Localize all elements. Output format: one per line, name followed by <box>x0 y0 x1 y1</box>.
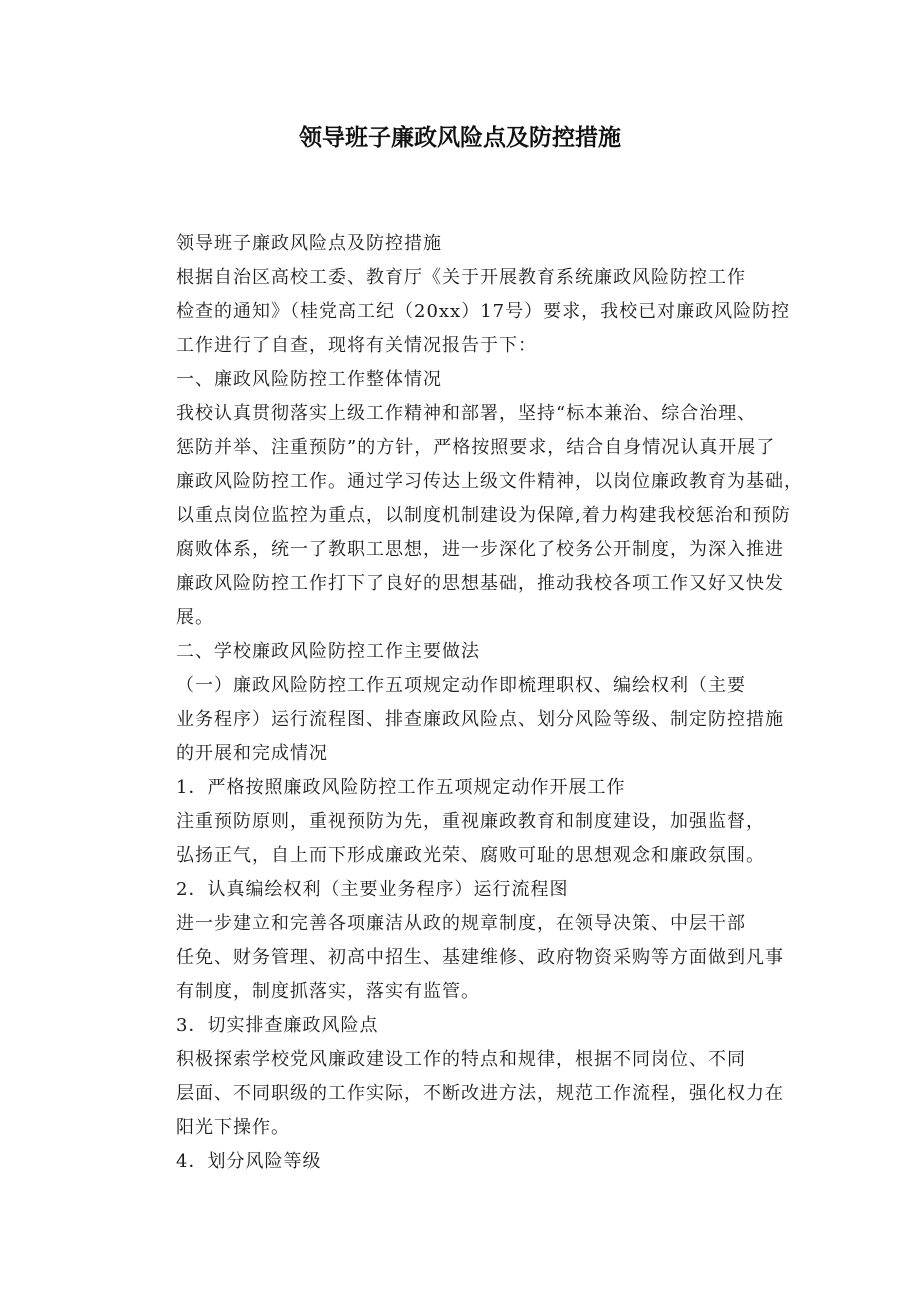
text-line: 检查的通知》（桂党高工纪（20xx）17号）要求，我校已对廉政风险防控 <box>176 301 791 322</box>
paragraph-item-1 <box>138 805 793 873</box>
text-line: 二、学校廉政风险防控工作主要做法 <box>176 641 480 662</box>
text-line: 业务程序）运行流程图、排查廉政风险点、划分风险等级、制定防控措施 <box>176 709 784 730</box>
text-line: 惩防并举、注重预防”的方针，严格按照要求，结合自身情况认真开展了 <box>176 437 776 458</box>
text-line: 的开展和完成情况 <box>176 743 328 764</box>
text-line: 弘扬正气，自上而下形成廉政光荣、腐败可耻的思想观念和廉政氛围。 <box>176 845 765 866</box>
text-line: 展。 <box>176 607 214 628</box>
text-line: 我校认真贯彻落实上级工作精神和部署，坚持“标本兼治、综合治理、 <box>176 403 757 424</box>
text-line: 领导班子廉政风险点及防控措施 <box>176 233 442 254</box>
text-line: 1．严格按照廉政风险防控工作五项规定动作开展工作 <box>176 777 626 798</box>
text-line: 廉政风险防控工作打下了良好的思想基础，推动我校各项工作又好又快发 <box>176 573 784 594</box>
document-body <box>138 227 803 1179</box>
text-line: 工作进行了自查，现将有关情况报告于下： <box>176 335 537 356</box>
document-title: 领导班子廉政风险点及防控措施 <box>299 125 621 151</box>
paragraph-subtitle <box>138 227 793 261</box>
text-line: 根据自治区高校工委、教育厅《关于开展教育系统廉政风险防控工作 <box>176 267 746 288</box>
item-heading-3 <box>138 1009 793 1043</box>
text-line: 有制度，制度抓落实，落实有监管。 <box>176 981 480 1002</box>
text-line: 阳光下操作。 <box>176 1117 290 1138</box>
text-line: 注重预防原则，重视预防为先，重视廉政教育和制度建设，加强监督， <box>176 811 765 832</box>
text-line: 廉政风险防控工作。通过学习传达上级文件精神，以岗位廉政教育为基础， <box>176 471 803 492</box>
paragraph-item-2 <box>138 907 793 1009</box>
item-heading-2 <box>138 873 793 907</box>
text-line: 3．切实排查廉政风险点 <box>176 1015 379 1036</box>
paragraph-overall <box>138 397 803 635</box>
item-heading-4 <box>138 1145 793 1179</box>
paragraph-item-3 <box>138 1043 793 1145</box>
text-line: 任免、财务管理、初高中招生、基建维修、政府物资采购等方面做到凡事 <box>176 947 784 968</box>
text-line: 层面、不同职级的工作实际，不断改进方法，规范工作流程，强化权力在 <box>176 1083 784 1104</box>
text-line: 以重点岗位监控为重点，以制度机制建设为保障,着力构建我校惩治和预防 <box>176 505 791 526</box>
text-line: 一、廉政风险防控工作整体情况 <box>176 369 442 390</box>
item-heading-1 <box>138 771 793 805</box>
section-heading-2 <box>138 635 793 669</box>
text-line: 积极探索学校党风廉政建设工作的特点和规律，根据不同岗位、不同 <box>176 1049 746 1070</box>
text-line: 腐败体系，统一了教职工思想，进一步深化了校务公开制度，为深入推进 <box>176 539 784 560</box>
text-line: 2．认真编绘权利（主要业务程序）运行流程图 <box>176 879 569 900</box>
text-line: （一）廉政风险防控工作五项规定动作即梳理职权、编绘权利（主要 <box>176 675 746 696</box>
subsection-heading-1 <box>138 669 793 771</box>
text-line: 进一步建立和完善各项廉洁从政的规章制度，在领导决策、中层干部 <box>176 913 746 934</box>
section-heading-1 <box>138 363 793 397</box>
text-line: 4．划分风险等级 <box>176 1151 322 1172</box>
paragraph-intro <box>138 261 793 363</box>
